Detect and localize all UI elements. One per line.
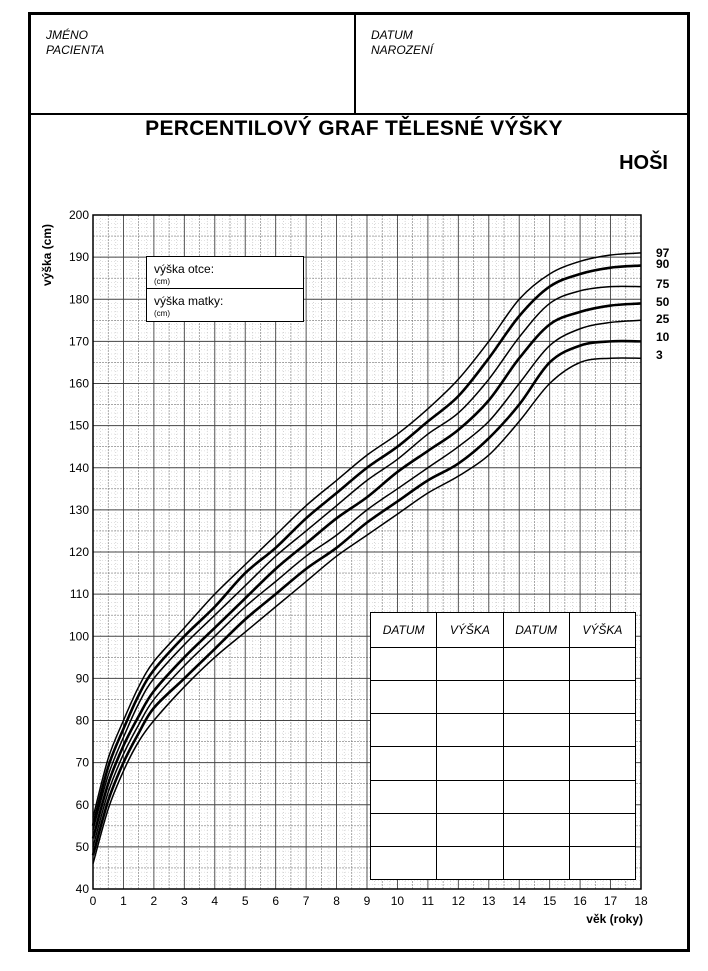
record-height-cell[interactable] bbox=[569, 747, 635, 780]
record-height-cell[interactable] bbox=[437, 813, 503, 846]
x-axis-ticks bbox=[90, 894, 648, 908]
record-height-cell[interactable] bbox=[437, 846, 503, 879]
record-height-cell[interactable] bbox=[569, 813, 635, 846]
x-tick-label: 5 bbox=[241, 894, 249, 908]
page-subtitle: HOŠI bbox=[619, 152, 668, 174]
x-tick-label: 9 bbox=[363, 894, 371, 908]
father-height-unit: (cm) bbox=[154, 277, 170, 286]
record-date-cell[interactable] bbox=[371, 714, 437, 747]
percentile-label-50: 50 bbox=[656, 295, 670, 309]
record-header-date-2: DATUM bbox=[503, 613, 569, 648]
x-tick-label: 2 bbox=[150, 894, 158, 908]
y-tick-label: 60 bbox=[75, 797, 89, 812]
percentile-label-75: 75 bbox=[656, 277, 670, 291]
y-tick-label: 130 bbox=[68, 502, 89, 517]
record-height-cell[interactable] bbox=[437, 747, 503, 780]
record-date-cell[interactable] bbox=[503, 846, 569, 879]
record-date-cell[interactable] bbox=[503, 780, 569, 813]
y-tick-label: 90 bbox=[75, 671, 89, 686]
x-tick-label: 0 bbox=[89, 894, 97, 908]
record-date-cell[interactable] bbox=[503, 648, 569, 681]
record-table-header bbox=[371, 613, 636, 648]
record-height-cell[interactable] bbox=[437, 714, 503, 747]
x-tick-label: 1 bbox=[120, 894, 127, 908]
x-tick-label: 16 bbox=[573, 894, 587, 908]
record-header-height-1: VÝŠKA bbox=[437, 613, 503, 648]
x-tick-label: 3 bbox=[180, 894, 188, 908]
record-date-cell[interactable] bbox=[503, 813, 569, 846]
record-date-cell[interactable] bbox=[371, 846, 437, 879]
record-row bbox=[371, 846, 636, 879]
y-axis-label: výška (cm) bbox=[40, 223, 54, 287]
x-tick-label: 15 bbox=[542, 894, 557, 908]
y-tick-label: 40 bbox=[75, 882, 89, 896]
record-date-cell[interactable] bbox=[371, 747, 437, 780]
y-tick-label: 200 bbox=[68, 208, 89, 222]
x-tick-label: 6 bbox=[272, 894, 280, 908]
percentile-label-25: 25 bbox=[656, 312, 670, 326]
page-title: PERCENTILOVÝ GRAF TĚLESNÉ VÝŠKY bbox=[145, 117, 563, 140]
y-tick-label: 120 bbox=[68, 545, 89, 559]
percentile-label-10: 10 bbox=[656, 330, 670, 344]
father-height-label: výška otce: bbox=[154, 262, 215, 276]
y-axis-ticks bbox=[69, 208, 89, 896]
mother-height-unit: (cm) bbox=[154, 309, 170, 318]
record-height-cell[interactable] bbox=[437, 780, 503, 813]
record-date-cell[interactable] bbox=[503, 747, 569, 780]
x-tick-label: 10 bbox=[390, 894, 405, 908]
y-tick-label: 100 bbox=[68, 629, 89, 644]
mother-height-field[interactable] bbox=[147, 289, 303, 321]
y-tick-label: 140 bbox=[68, 460, 89, 475]
record-row bbox=[371, 648, 636, 681]
y-tick-label: 80 bbox=[75, 713, 89, 728]
record-row bbox=[371, 681, 636, 714]
percentile-label-90: 90 bbox=[656, 257, 670, 271]
percentile-labels bbox=[656, 246, 670, 362]
measurement-record-table bbox=[370, 612, 636, 880]
record-table-body bbox=[371, 648, 636, 880]
record-header-height-2: VÝŠKA bbox=[569, 613, 635, 648]
y-tick-label: 110 bbox=[69, 587, 89, 602]
record-height-cell[interactable] bbox=[569, 681, 635, 714]
birth-date-label: DATUM NAROZENÍ bbox=[371, 28, 434, 57]
percentile-label-97: 97 bbox=[656, 246, 670, 260]
record-date-cell[interactable] bbox=[371, 648, 437, 681]
record-row bbox=[371, 813, 636, 846]
parents-height-box bbox=[146, 256, 304, 322]
x-tick-label: 17 bbox=[603, 894, 618, 908]
record-date-cell[interactable] bbox=[503, 681, 569, 714]
father-height-field[interactable] bbox=[147, 257, 303, 289]
x-tick-label: 14 bbox=[512, 894, 526, 908]
percentile-label-3: 3 bbox=[656, 348, 663, 362]
record-height-cell[interactable] bbox=[569, 648, 635, 681]
x-tick-label: 4 bbox=[211, 894, 219, 908]
record-date-cell[interactable] bbox=[371, 813, 437, 846]
record-header-date-1: DATUM bbox=[371, 613, 437, 648]
y-tick-label: 190 bbox=[68, 250, 89, 265]
record-row bbox=[371, 714, 636, 747]
record-height-cell[interactable] bbox=[569, 714, 635, 747]
x-tick-label: 13 bbox=[482, 894, 496, 908]
record-height-cell[interactable] bbox=[569, 780, 635, 813]
record-row bbox=[371, 747, 636, 780]
mother-height-label: výška matky: bbox=[154, 294, 224, 308]
y-tick-label: 180 bbox=[68, 292, 89, 307]
y-tick-label: 160 bbox=[68, 376, 89, 391]
y-tick-label: 50 bbox=[75, 839, 89, 854]
x-tick-label: 7 bbox=[302, 894, 310, 908]
x-axis-label: věk (roky) bbox=[586, 912, 643, 926]
record-date-cell[interactable] bbox=[503, 714, 569, 747]
y-tick-label: 70 bbox=[75, 755, 89, 770]
record-date-cell[interactable] bbox=[371, 780, 437, 813]
y-tick-label: 170 bbox=[68, 334, 89, 349]
y-tick-label: 150 bbox=[68, 418, 89, 433]
patient-name-label: JMÉNO PACIENTA bbox=[46, 28, 105, 57]
x-tick-label: 18 bbox=[634, 894, 648, 908]
record-height-cell[interactable] bbox=[569, 846, 635, 879]
record-date-cell[interactable] bbox=[371, 681, 437, 714]
record-row bbox=[371, 780, 636, 813]
x-tick-label: 11 bbox=[421, 894, 435, 908]
x-tick-label: 12 bbox=[451, 894, 466, 908]
record-height-cell[interactable] bbox=[437, 648, 503, 681]
x-tick-label: 8 bbox=[333, 894, 340, 908]
record-height-cell[interactable] bbox=[437, 681, 503, 714]
